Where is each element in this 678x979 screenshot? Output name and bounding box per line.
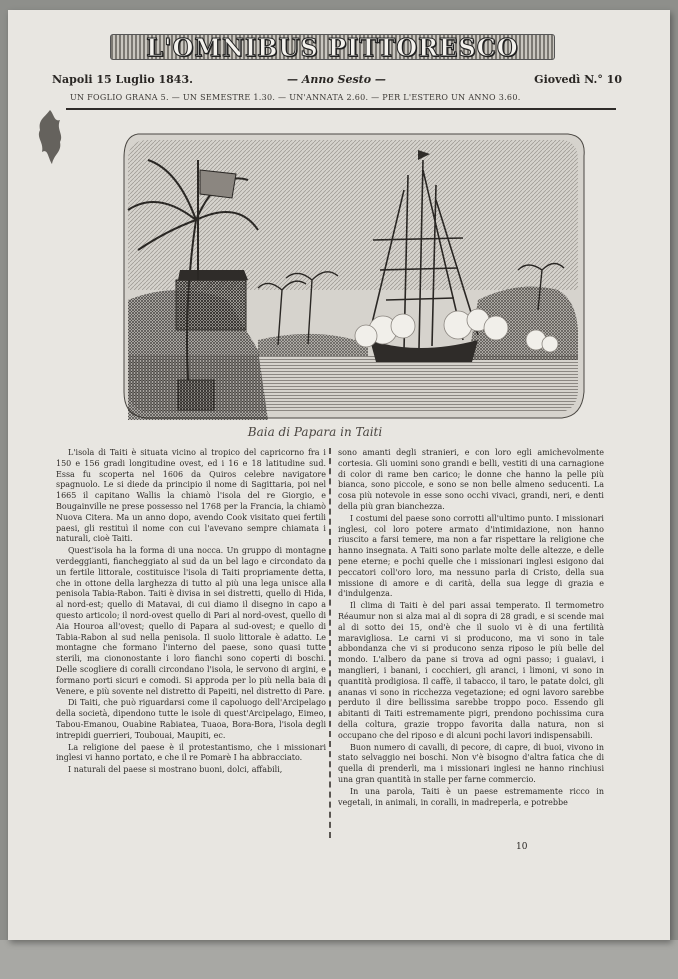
article-paragraph: Di Taiti, che può riguardarsi come il capoluogo dell'Arcipelago della società, dipendono tutte le isole di quest'Arcipelago, Eimeo, Tabou-Emanou, Ouabine Rabiatea, Tuaoa, Bora-Bora, l'isola degli intrepidi guerrieri, Toubouai, Maupiti, ec. <box>56 698 326 740</box>
issue-number: Giovedì N.° 10 <box>534 73 622 86</box>
article-column-left <box>56 448 326 777</box>
article-paragraph: Il clima di Taiti è del pari assai temperato. Il termometro Réaumur non si alza mai al di sopra di 28 gradi, e si scende mai al di sotto dei 15, ond'è che il suolo vi è di una fertilità maravigliosa. Le carni vi si producono, ma vi sono in tale abbondanza che vi si producono senza riposo le più belle del mondo. L'albero da pane si trova ad ogni passo; i guaiavi, i manglieri, i banani, i cocchieri, gli aranci, i limoni, vi sono in quantità prodigiosa. Il caffè, il tabacco, il taro, le patate dolci, gli ananas vi sono in ricchezza vegetazione; ed ogni lavoro sarebbe perduto il dire bellissima sarebbe troppo poco. Essendo gli abitanti di Taiti estremamente pigri, prendono pochissima cura della coltura, grazie troppo favorita dalla natura, non si occupano che del riposo e di alcuni pochi lavori indispensabili. <box>338 601 604 740</box>
background-table <box>0 940 678 979</box>
column-divider <box>329 448 331 838</box>
illustration-caption: Baia di Papara in Taiti <box>247 425 383 439</box>
issue-date: Napoli 15 Luglio 1843. <box>52 73 193 86</box>
issue-info-line <box>52 73 622 91</box>
article-paragraph: Buon numero di cavalli, di pecore, di capre, di buoi, vivono in stato selvaggio nei boschi. Non v'è bisogno d'altra fatica che di quella di prenderli, ma i missionari inglesi ne hanno rinchiusi una gran quantità in stalle per farne commercio. <box>338 742 604 784</box>
article-paragraph: Quest'isola ha la forma di una nocca. Un gruppo di montagne verdeggianti, fiancheggiato al sud da un bel lago e circondato da un fertile littorale, costituisce l'isola di Taiti propriamente detta, che in ottone della larghezza di tutto al più una lega unisce alla penisola Tabia-Rabon. Taiti è divisa in sei distretti, quello di Hida, al nord-est; quello di Matavai, di cui diamo il disegno in capo a questo articolo; il nord-ovest quello di Pari al nord-ovest, quello di Aia Houroa all'ovest; quello di Papara al sud-ovest; e quello di Tabia-Rabon al sud nella penisola. Il suolo littorale è adatto. Le montagne che formano l'interno del paese, sono quasi tutte sterili, ma ciononostante i loro fianchi sono coperti di boschi. Delle scogliere di coralli circondano l'isola, le servono di argini, e formano porti sicuri e comodi. Si approda per lo più nella baia di Venere, e più sovente nel distretto di Papeiti, nel distretto di Pare. <box>56 546 326 696</box>
page-number: 10 <box>516 842 528 852</box>
article-paragraph: I costumi del paese sono corrotti all'ultimo punto. I missionari inglesi, col loro potere armato d'intimidazione, non hanno riuscito a farsi temere, ma non a far rispettare la religione che hanno insegnata. A Taiti sono parlate molte delle altezze, e delle pene eterne; e pochi quelle che i missionari inglesi esigono dai peccatori coll'oro loro, ma nessuno parla di Cristo, della sua missione di amore e di carità, della sua legge di grazia e d'indulgenza. <box>338 513 604 599</box>
article-column-right <box>338 448 604 809</box>
engraving-illustration <box>118 130 588 422</box>
article-paragraph: I naturali del paese si mostrano buoni, dolci, affabili, <box>68 765 283 775</box>
issue-year: — Anno Sesto — <box>287 73 386 86</box>
article-paragraph: In una parola, Taiti è un paese estremamente ricco in vegetali, in animali, in coralli, in madreperla, e potrebbe <box>338 786 604 807</box>
article-paragraph: L'isola di Taiti è situata vicino al tropico del capricorno fra i 150 e 156 gradi longitudine ovest, ed i 16 e 18 latitudine sud. Essa fu scoperta nel 1606 da Quiros celebre navigatore spagnuolo. Le si diede da principio il nome di Sagittaria, poi nel 1665 il capitano Wallis la chiamò l'isola del re Giorgio, e Bougainville ne prese possesso nel 1768 per la Francia, la chiamò Nuova Citera. Ma un anno dopo, avendo Cook visitato quei fertili paesi, gli restituì il nome con cui l'avevano sempre chiamata i naturali, cioè Taiti. <box>56 448 326 544</box>
subscription-prices: UN FOGLIO GRANA 5. — UN SEMESTRE 1.30. — UN'ANNATA 2.60. — PER L'ESTERO UN ANNO 3.60. <box>70 93 521 102</box>
ink-stain-ornament <box>34 108 66 168</box>
article-paragraph: sono amanti degli stranieri, e con loro egli amichevolmente cortesia. Gli uomini sono grandi e belli, vestiti di una carnagione di color di rame ben carico; le donne che hanno la pelle più bianca, sono piccole, e sono se non belle almeno seducenti. La cosa più notevole in esse sono occhi vivaci, grandi, neri, e denti della più gran bianchezza. <box>338 448 604 511</box>
header-rule <box>66 108 616 110</box>
masthead <box>110 28 555 66</box>
article-paragraph: La religione del paese è il protestantismo, che i missionari inglesi vi hanno portato, e che il re Pomarè I ha abbracciato. <box>56 742 326 763</box>
masthead-title: L'OMNIBUS PITTORESCO <box>146 32 519 62</box>
